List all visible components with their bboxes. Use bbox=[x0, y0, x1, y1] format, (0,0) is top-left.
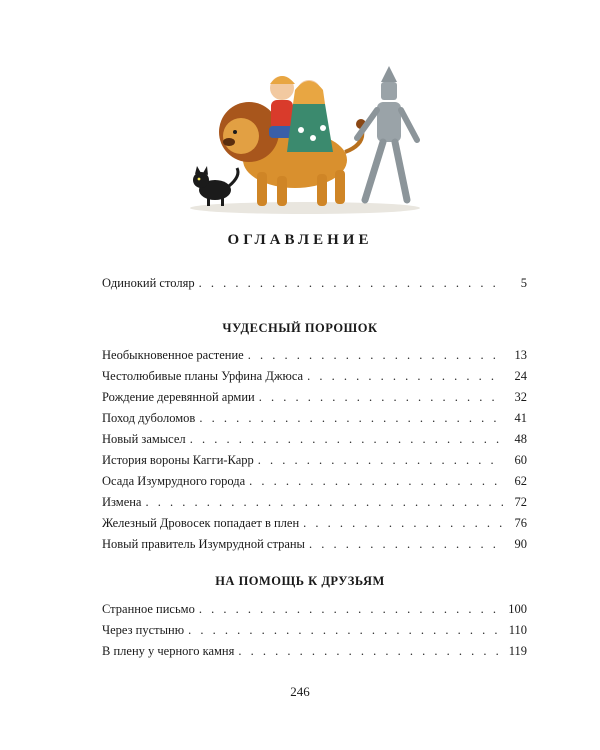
toc-entry[interactable] bbox=[102, 471, 527, 491]
entry-title: Измена bbox=[102, 495, 142, 509]
entry-page-number: 32 bbox=[514, 390, 527, 404]
entry-page-number: 48 bbox=[514, 432, 527, 446]
entry-page-number: 24 bbox=[514, 369, 527, 383]
lion-tinman-children-illustration bbox=[185, 60, 425, 220]
dot-leader bbox=[199, 408, 503, 428]
entry-page-number: 5 bbox=[520, 276, 527, 290]
dot-leader bbox=[258, 450, 503, 470]
entry-title: Новый замысел bbox=[102, 432, 186, 446]
toc-entry[interactable] bbox=[102, 429, 527, 449]
toc-entry[interactable] bbox=[102, 641, 527, 661]
entry-page-number: 41 bbox=[514, 411, 527, 425]
entry-page-number: 60 bbox=[514, 453, 527, 467]
toc-entry[interactable] bbox=[102, 366, 527, 386]
toc-entry[interactable] bbox=[102, 492, 527, 512]
entry-page-number: 13 bbox=[514, 348, 527, 362]
entry-page-number: 90 bbox=[514, 537, 527, 551]
dot-leader bbox=[309, 534, 503, 554]
toc-entry[interactable] bbox=[102, 345, 527, 365]
dot-leader bbox=[199, 273, 503, 293]
entry-title: Странное письмо bbox=[102, 602, 195, 616]
toc-entry[interactable] bbox=[102, 620, 527, 640]
entry-page-number: 72 bbox=[514, 495, 527, 509]
toc-entry[interactable] bbox=[102, 534, 527, 554]
entry-title: Поход дуболомов bbox=[102, 411, 196, 425]
toc-entry[interactable] bbox=[102, 273, 527, 293]
girl-figure bbox=[287, 80, 333, 152]
kitten-figure bbox=[193, 166, 238, 206]
entry-page-number: 110 bbox=[508, 623, 527, 637]
dot-leader bbox=[238, 641, 503, 661]
toc-entry[interactable] bbox=[102, 387, 527, 407]
toc-entry[interactable] bbox=[102, 513, 527, 533]
dot-leader bbox=[249, 471, 503, 491]
entry-title: Одинокий столяр bbox=[102, 276, 195, 290]
entry-page-number: 76 bbox=[514, 516, 527, 530]
toc-entry[interactable] bbox=[102, 450, 527, 470]
toc-title: ОГЛАВЛЕНИЕ bbox=[227, 232, 373, 248]
page-number: 246 bbox=[290, 684, 310, 699]
dot-leader bbox=[303, 513, 503, 533]
dot-leader bbox=[145, 492, 503, 512]
dot-leader bbox=[259, 387, 503, 407]
entry-title: Железный Дровосек попадает в плен bbox=[102, 516, 300, 530]
dot-leader bbox=[190, 429, 503, 449]
dot-leader bbox=[307, 366, 503, 386]
entry-title: Новый правитель Изумрудной страны bbox=[102, 537, 305, 551]
dot-leader bbox=[199, 599, 503, 619]
entry-page-number: 100 bbox=[508, 602, 527, 616]
entry-title: Честолюбивые планы Урфина Джюса bbox=[102, 369, 304, 383]
tin-man-figure bbox=[357, 66, 417, 200]
entry-title: Необыкновенное растение bbox=[102, 348, 244, 362]
dot-leader bbox=[188, 620, 503, 640]
entry-title: Рождение деревянной армии bbox=[102, 390, 255, 404]
entry-title: Осада Изумрудного города bbox=[102, 474, 246, 488]
toc-entry[interactable] bbox=[102, 599, 527, 619]
dot-leader bbox=[248, 345, 503, 365]
entry-title: Через пустыню bbox=[102, 623, 185, 637]
entry-title: История вороны Кагги-Карр bbox=[102, 453, 254, 467]
section-heading: НА ПОМОЩЬ К ДРУЗЬЯМ bbox=[215, 574, 385, 588]
entry-title: В плену у черного камня bbox=[102, 644, 235, 658]
section-heading: ЧУДЕСНЫЙ ПОРОШОК bbox=[222, 321, 378, 335]
entry-page-number: 119 bbox=[508, 644, 527, 658]
entry-page-number: 62 bbox=[514, 474, 527, 488]
toc-entry[interactable] bbox=[102, 408, 527, 428]
